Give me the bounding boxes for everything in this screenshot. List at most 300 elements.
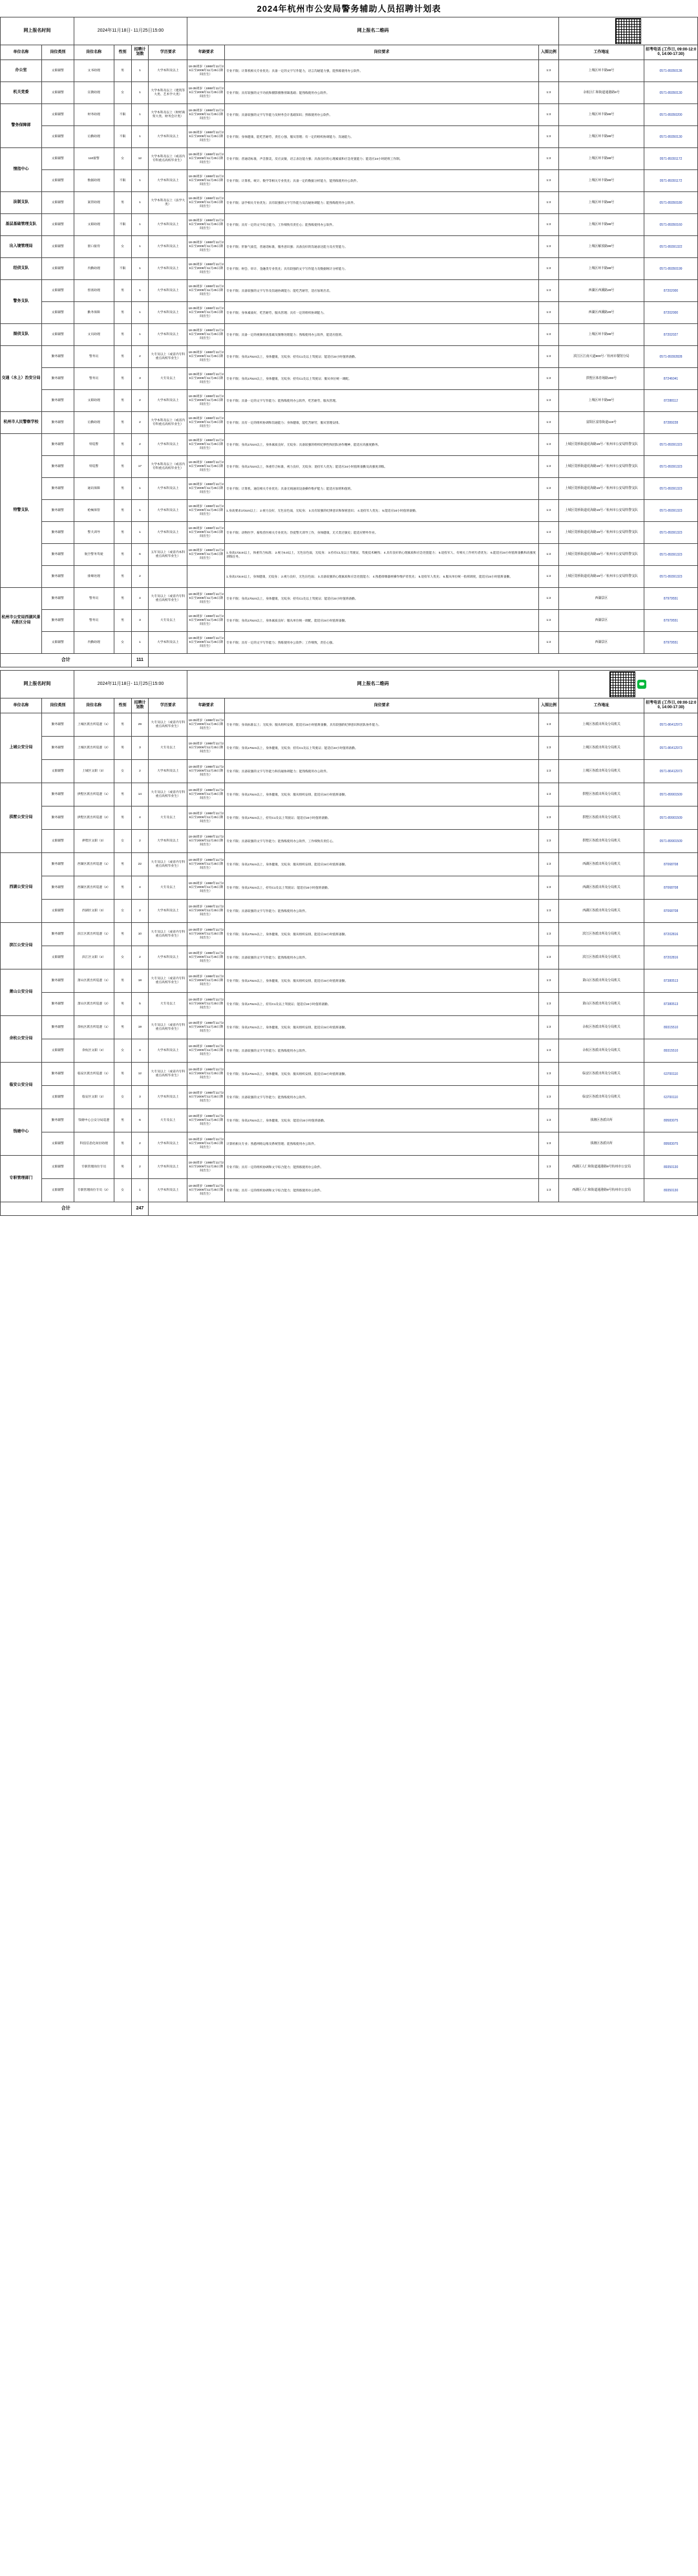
table-row [1, 1086, 698, 1109]
cell-category: 勤务辅警 [42, 1063, 74, 1086]
cell-gender: 男 [114, 853, 131, 876]
cell-plan: 1 [131, 1179, 149, 1202]
cell-post-req: 专业不限；具备较强的文字写作能力；能熟练使用办公软件。 [225, 900, 539, 923]
cell-category: 文职辅警 [42, 126, 74, 148]
cell-age: 18-35周岁（1988年11月26日至2006年11月25日期间出生） [187, 258, 225, 280]
cell-workplace: 西湖景区 [558, 610, 644, 632]
cell-tel: 0571-89350136 [644, 60, 698, 82]
cell-post-req: 专业不限；计算机相关专业优先；具备一定的文字写作能力，语言沟通能力强，能熟练使用办公软件。 [225, 60, 539, 82]
table-row [1, 632, 698, 654]
wechat-icon[interactable] [637, 680, 646, 689]
cell-post-req: 专业不限；身高170cm以上，身体健康，无纹身；持有C1及以上驾驶证；能适应24小时值班备勤。 [225, 588, 539, 610]
cell-plan: 5 [131, 993, 149, 1016]
cell-tel: 0571-89350180 [644, 192, 698, 214]
header-age: 年龄要求 [187, 698, 225, 713]
header-plan: 招聘计划数 [131, 698, 149, 713]
cell-post: 后勤助理 [74, 412, 114, 434]
cell-tel: 0571-89350130 [644, 126, 698, 148]
cell-category: 勤务辅警 [42, 588, 74, 610]
cell-age: 18-35周岁（1988年11月26日至2006年11月25日期间出生） [187, 806, 225, 830]
cell-education: 五年及以上（或省内本科重点高校毕业生） [149, 544, 187, 566]
cell-post: 滨江区派出所巡逻（1） [74, 923, 114, 946]
cell-post: 上城区派出所巡逻（1） [74, 713, 114, 737]
table-row [1, 566, 698, 588]
table-row [1, 806, 698, 830]
cell-age: 18-35周岁（1988年11月26日至2006年11月25日期间出生） [187, 1109, 225, 1132]
cell-category: 文职辅警 [42, 1086, 74, 1109]
cell-education: 大专及以上 [149, 610, 187, 632]
cell-post-req: 专业不限；具有一定的组织协调和文字综合能力；能熟练使用办公软件。 [225, 1156, 539, 1179]
qr-code-icon[interactable] [560, 18, 697, 44]
cell-age: 18-35周岁（1988年11月26日至2006年11月25日期间出生） [187, 324, 225, 346]
cell-gender: 男 [114, 478, 131, 500]
cell-tel: 0571-89350160 [644, 214, 698, 236]
cell-plan: 3 [131, 610, 149, 632]
cell-ratio: 1:3 [538, 82, 558, 104]
cell-post: 财务助理 [74, 104, 114, 126]
cell-unit: 警务支队 [1, 280, 42, 324]
cell-age: 18-35周岁（1988年11月26日至2006年11月25日期间出生） [187, 760, 225, 783]
cell-category: 勤务辅警 [42, 1016, 74, 1039]
cell-category: 勤务辅警 [42, 434, 74, 456]
table-row [1, 126, 698, 148]
header-unit: 单位名称 [1, 698, 42, 713]
cell-tel: 87979551 [644, 588, 698, 610]
cell-age: 18-35周岁（1988年11月26日至2006年11月25日期间出生） [187, 969, 225, 993]
qr-cell-2[interactable] [558, 671, 697, 698]
cell-category: 文职辅警 [42, 324, 74, 346]
cell-tel: 87202027 [644, 324, 698, 346]
cell-ratio: 1:3 [538, 478, 558, 500]
cell-gender: 男 [114, 1132, 131, 1156]
cell-tel: 87288112 [644, 390, 698, 412]
cell-education: 大学本科及以上 [149, 500, 187, 522]
cell-education: 大专及以上（或省内专科重点高校毕业生） [149, 1063, 187, 1086]
cell-education: 大学本科及以上（或省内专科重点高校毕业生） [149, 456, 187, 478]
table-row [1, 993, 698, 1016]
cell-tel: 87979551 [644, 632, 698, 654]
cell-plan: 1 [131, 632, 149, 654]
cell-ratio: 1:3 [538, 302, 558, 324]
cell-post-req: 专业不限；计算机、通信相关专业优先；具备无线通讯设备操作维护能力；能适应加班和值班。 [225, 478, 539, 500]
cell-workplace: 上城区笕桥街道花海路15号／杭州市公安局特警支队 [558, 478, 644, 500]
cell-ratio: 1:3 [538, 969, 558, 993]
cell-tel: 89350130 [644, 1156, 698, 1179]
cell-ratio: 1:3 [538, 412, 558, 434]
cell-workplace: 上城区各派出所及分局机关 [558, 713, 644, 737]
cell-age: 18-35周岁（1988年11月26日至2006年11月25日期间出生） [187, 148, 225, 170]
cell-category: 勤务辅警 [42, 368, 74, 390]
cell-gender: 男 [114, 412, 131, 434]
cell-post-req: 专业不限；身体健康，能吃苦耐劳，责任心强，服从管理；有一定的组织协调能力、沟通能力。 [225, 126, 539, 148]
cell-ratio: 1:3 [538, 500, 558, 522]
table-row [1, 170, 698, 192]
cell-ratio: 1:3 [538, 993, 558, 1016]
table-row [1, 969, 698, 993]
cell-ratio: 1:3 [538, 324, 558, 346]
table-row [1, 214, 698, 236]
cell-ratio: 1:3 [538, 148, 558, 170]
table-row [1, 544, 698, 566]
cell-tel: 0571-89901509 [644, 830, 698, 853]
cell-gender: 女 [114, 946, 131, 969]
cell-tel: 89315510 [644, 1016, 698, 1039]
cell-plan: 4 [131, 806, 149, 830]
cell-post-req: 专业不限；具备较强的文字写作能力；能熟练使用办公软件。 [225, 946, 539, 969]
total-value-1: 111 [131, 654, 149, 667]
cell-gender: 男 [114, 1016, 131, 1039]
cell-education: 大学本科及以上（建筑等大类、艺术学大类） [149, 82, 187, 104]
cell-post-req: 专业不限；具备一定的视频侦查基础及图像处理能力；熟练使用办公软件，能适应值班。 [225, 324, 539, 346]
cell-age: 18-35周岁（1988年11月26日至2006年11月25日期间出生） [187, 1063, 225, 1086]
cell-workplace: 拱墅区各派出所及分局机关 [558, 806, 644, 830]
cell-workplace: 上城区环丰路88号 [558, 60, 644, 82]
cell-workplace: 余杭区仁和街道通港路9号 [558, 82, 644, 104]
cell-gender: 女 [114, 900, 131, 923]
cell-age: 18-35周岁（1988年11月26日至2006年11月25日期间出生） [187, 610, 225, 632]
table-row [1, 737, 698, 760]
cell-workplace: 余杭区各派出所及分局机关 [558, 1039, 644, 1063]
cell-post-req: 专业不限；具有较强的文字功底和摄影摄像剪辑基础；能熟练使用办公软件。 [225, 82, 539, 104]
apply-time-value-2: 2024年11月18日- 11月25日15:00 [74, 671, 187, 698]
cell-post: 案管助理 [74, 192, 114, 214]
cell-gender: 男 [114, 783, 131, 806]
cell-education: 大专及以上 [149, 1109, 187, 1132]
cell-category: 勤务辅警 [42, 806, 74, 830]
cell-tel: 0571-89391323 [644, 522, 698, 544]
cell-tel: 0571-86412973 [644, 760, 698, 783]
table-row [1, 500, 698, 522]
header-education: 学历要求 [149, 698, 187, 713]
table-row [1, 390, 698, 412]
table-row [1, 830, 698, 853]
cell-workplace: 上城区环丰路88号 [558, 258, 644, 280]
qr-cell[interactable] [558, 17, 697, 45]
cell-post-req: 专业不限；具有一定的文字写作能力；熟练使用办公软件；工作细致，责任心强。 [225, 632, 539, 654]
cell-post-req: 专业不限；具备较强的文字写作能力；能熟练使用办公软件。 [225, 1086, 539, 1109]
table-row [1, 192, 698, 214]
cell-post-req: 专业不限；身高170cm以上，身体健康，无纹身；能适应24小时值班备勤。 [225, 1109, 539, 1132]
cell-education: 大学本科及以上 [149, 390, 187, 412]
cell-gender: 男 [114, 302, 131, 324]
table-row [1, 713, 698, 737]
cell-tel: 0571-86412973 [644, 713, 698, 737]
cell-gender: 男 [114, 876, 131, 900]
cell-education: 大学本科及以上 [149, 946, 187, 969]
cell-age: 18-35周岁（1988年11月26日至2006年11月25日期间出生） [187, 993, 225, 1016]
cell-plan: 2 [131, 566, 149, 588]
cell-workplace: 钱塘区各派出所 [558, 1109, 644, 1132]
cell-tel: 63700110 [644, 1086, 698, 1109]
cell-workplace: 上城区解放路99号 [558, 236, 644, 258]
cell-workplace: 拱墅区各派出所及分局机关 [558, 783, 644, 806]
cell-gender: 女 [114, 760, 131, 783]
cell-gender: 女 [114, 82, 131, 104]
cell-age: 18-35周岁（1988年11月26日至2006年11月25日期间出生） [187, 522, 225, 544]
cell-post: 上城区文职（3） [74, 760, 114, 783]
cell-unit: 临安公安分局 [1, 1063, 42, 1109]
table-row [1, 346, 698, 368]
cell-plan: 12 [131, 1063, 149, 1086]
cell-post-req: 专业不限；身高170cm以上，身体健康，无纹身；服从组织安排，能适应24小时值班备勤。 [225, 1063, 539, 1086]
cell-post: 专职管理岗位专员（2） [74, 1179, 114, 1202]
cell-ratio: 1:3 [538, 806, 558, 830]
table-row [1, 946, 698, 969]
apply-time-label-2: 网上报名时间 [1, 671, 74, 698]
cell-gender: 男 [114, 192, 131, 214]
header-consult: 招考电话 (工作日, 09:00-12:00, 14:00-17:30) [644, 698, 698, 713]
table-row [1, 456, 698, 478]
cell-post: 110接警 [74, 148, 114, 170]
cell-category: 文职辅警 [42, 236, 74, 258]
cell-ratio: 1:3 [538, 876, 558, 900]
cell-ratio: 1:3 [538, 280, 558, 302]
cell-category: 勤务辅警 [42, 346, 74, 368]
cell-unit: 图侦支队 [1, 324, 42, 346]
cell-tel: 0571-89391172 [644, 170, 698, 192]
total-value-2: 247 [131, 1202, 149, 1216]
cell-unit: 上城公安分局 [1, 713, 42, 783]
cell-category: 勤务辅警 [42, 923, 74, 946]
cell-post-req: 专业不限；身体素质好，吃苦耐劳，服从管理；具有一定的组织协调能力。 [225, 302, 539, 324]
cell-post-req: 专业不限；财会、审计、金融类专业优先；具有较强的文字写作能力及数据统计分析能力。 [225, 258, 539, 280]
cell-age: 18-35周岁（1988年11月26日至2006年11月25日期间出生） [187, 632, 225, 654]
recruitment-plan-page [0, 0, 698, 1216]
cell-post-req: 计算机相关专业；熟悉网络运维及系统管理；能熟练使用办公软件。 [225, 1132, 539, 1156]
qr-label-2: 网上报名二维码 [187, 671, 559, 698]
cell-education: 大专及以上 [149, 993, 187, 1016]
table-row [1, 324, 698, 346]
cell-gender: 不限 [114, 214, 131, 236]
cell-post: 排爆处理 [74, 566, 114, 588]
cell-workplace: 拱墅区体育场路200号 [558, 368, 644, 390]
cell-gender: 男 [114, 346, 131, 368]
header-unit: 单位名称 [1, 45, 42, 60]
cell-tel: 0571-89901509 [644, 806, 698, 830]
cell-ratio: 1:3 [538, 258, 558, 280]
header-consult: 招考电话 (工作日, 09:00-12:00, 14:00-17:30) [644, 45, 698, 60]
cell-category: 文职辅警 [42, 946, 74, 969]
cell-ratio: 1:3 [538, 1156, 558, 1179]
table-row [1, 1132, 698, 1156]
cell-category: 文职辅警 [42, 170, 74, 192]
cell-gender: 男 [114, 368, 131, 390]
cell-ratio: 1:3 [538, 346, 558, 368]
cell-ratio: 1:3 [538, 456, 558, 478]
cell-tel: 87202816 [644, 923, 698, 946]
table-row [1, 1156, 698, 1179]
cell-post: 警务员 [74, 346, 114, 368]
total-label-2: 合计 [1, 1202, 132, 1216]
cell-ratio: 1:3 [538, 632, 558, 654]
cell-education: 大学本科及以上 [149, 1039, 187, 1063]
cell-post-req: 专业不限；身高170cm以上，身体健康，无纹身；服从组织安排，能适应24小时值班备勤。 [225, 969, 539, 993]
cell-post: 通讯保障 [74, 478, 114, 500]
cell-unit: 钱塘中心 [1, 1109, 42, 1156]
cell-category: 勤务辅警 [42, 1109, 74, 1132]
cell-tel: 87068708 [644, 853, 698, 876]
cell-ratio: 1:3 [538, 1132, 558, 1156]
cell-post: 宣教助理 [74, 82, 114, 104]
cell-age: 18-35周岁（1988年11月26日至2006年11月25日期间出生） [187, 236, 225, 258]
cell-age: 18-35周岁（1988年11月26日至2006年11月25日期间出生） [187, 434, 225, 456]
cell-post: 警犬训导 [74, 522, 114, 544]
cell-education: 大专及以上 [149, 737, 187, 760]
cell-workplace: 上城区环丰路88号 [558, 170, 644, 192]
cell-plan: 1 [131, 280, 149, 302]
cell-post: 滨江区文职（2） [74, 946, 114, 969]
cell-plan: 1 [131, 126, 149, 148]
cell-workplace: 上城区笕桥街道花海路15号／杭州市公安局特警支队 [558, 566, 644, 588]
cell-plan: 3 [131, 368, 149, 390]
cell-category: 文职辅警 [42, 1179, 74, 1202]
cell-gender: 女 [114, 1086, 131, 1109]
cell-education: 大专及以上（或省内专科重点高校毕业生） [149, 713, 187, 737]
cell-unit: 拱墅公安分局 [1, 783, 42, 853]
cell-post: 警务员 [74, 610, 114, 632]
cell-tel: 0571-89391322 [644, 236, 698, 258]
table-row [1, 853, 698, 876]
table-body-section-2 [1, 713, 698, 1202]
cell-age: 18-35周岁（1988年11月26日至2006年11月25日期间出生） [187, 214, 225, 236]
cell-category: 文职辅警 [42, 830, 74, 853]
cell-ratio: 1:3 [538, 214, 558, 236]
cell-age: 18-35周岁（1988年11月26日至2006年11月25日期间出生） [187, 544, 225, 566]
cell-post-req: 专业不限；身高170cm以上，身体健康，无纹身；服从组织安排，能适应24小时值班备勤。 [225, 853, 539, 876]
cell-plan: 2 [131, 900, 149, 923]
cell-post-req: 专业不限；身高170cm以上，身体健康，无纹身；服从组织安排，能适应24小时值班备勤。 [225, 783, 539, 806]
cell-post: 窗口接待 [74, 236, 114, 258]
table-row [1, 280, 698, 302]
table-row [1, 783, 698, 806]
cell-category: 勤务辅警 [42, 969, 74, 993]
cell-tel: 0571-89350199 [644, 258, 698, 280]
qr-code-icon[interactable] [609, 671, 635, 697]
cell-unit: 杭州市公安局西湖风景名胜区分局 [1, 588, 42, 654]
cell-post: 督查助理 [74, 280, 114, 302]
cell-post: 警务员 [74, 368, 114, 390]
cell-category: 勤务辅警 [42, 522, 74, 544]
table-row [1, 1109, 698, 1132]
cell-category: 勤务辅警 [42, 566, 74, 588]
cell-workplace: 西湖区西溪路28号 [558, 280, 644, 302]
cell-post-req: 专业不限；身高170cm以上，身体素质良好；服从单位统一调配，能适应24小时值班备勤。 [225, 610, 539, 632]
cell-workplace: 上城区笕桥街道花海路15号／杭州市公安局特警支队 [558, 456, 644, 478]
cell-post-req: 专业不限；身高170cm以上，身体健康，无纹身；持有C1及以上驾驶证；能适应24小时值班备勤。 [225, 737, 539, 760]
cell-gender: 男 [114, 60, 131, 82]
table-row [1, 900, 698, 923]
cell-education: 大学本科及以上 [149, 478, 187, 500]
cell-post: 勤务保障 [74, 302, 114, 324]
table-row [1, 923, 698, 946]
cell-education: 大专及以上（或省内专科重点高校毕业生） [149, 923, 187, 946]
table-row [1, 1179, 698, 1202]
cell-category: 文职辅警 [42, 1156, 74, 1179]
header-post: 岗位名称 [74, 698, 114, 713]
cell-gender: 不限 [114, 104, 131, 126]
cell-post: 特巡警 [74, 456, 114, 478]
table-row [1, 60, 698, 82]
cell-tel: 0571-89391323 [644, 478, 698, 500]
cell-post-req: 专业不限；计算机、统计、数学等相关专业优先；具备一定的数据分析能力，能熟练使用办公软件。 [225, 170, 539, 192]
cell-education: 大学本科及以上 [149, 830, 187, 853]
cell-workplace: 上城区环丰路88号 [558, 104, 644, 126]
cell-tel: 87380513 [644, 969, 698, 993]
cell-post-req: 专业不限；具有一定的组织协调和文字综合能力；能熟练使用办公软件。 [225, 1179, 539, 1202]
cell-age: 18-35周岁（1988年11月26日至2006年11月25日期间出生） [187, 1132, 225, 1156]
cell-ratio: 1:3 [538, 104, 558, 126]
cell-post: 临安区文职（2） [74, 1086, 114, 1109]
cell-age: 18-35周岁（1988年11月26日至2006年11月25日期间出生） [187, 82, 225, 104]
cell-age: 18-35周岁（1988年11月26日至2006年11月25日期间出生） [187, 1179, 225, 1202]
cell-unit: 基层基础管理支队 [1, 214, 42, 236]
cell-ratio: 1:3 [538, 760, 558, 783]
table-row [1, 478, 698, 500]
cell-unit: 机关党委 [1, 82, 42, 104]
table-header-row-2 [1, 698, 698, 713]
cell-ratio: 1:3 [538, 192, 558, 214]
cell-post: 西湖区派出所巡逻（2） [74, 876, 114, 900]
cell-education: 大专及以上（或省内专科重点高校毕业生） [149, 588, 187, 610]
cell-plan: 4 [131, 588, 149, 610]
cell-gender: 男 [114, 610, 131, 632]
cell-workplace: 滨江区江南大道800号／杭州市餐馆分局 [558, 346, 644, 368]
cell-education: 大学本科及以上 [149, 258, 187, 280]
cell-plan: 3 [131, 1086, 149, 1109]
cell-plan: 19 [131, 1016, 149, 1039]
cell-category: 勤务辅警 [42, 610, 74, 632]
cell-workplace: 西湖区人仁和街道通港路9号杭州市公安局 [558, 1156, 644, 1179]
cell-age: 18-35周岁（1988年11月26日至2006年11月25日期间出生） [187, 853, 225, 876]
cell-ratio: 1:3 [538, 1039, 558, 1063]
cell-education: 大专及以上（或省内专科重点高校毕业生） [149, 783, 187, 806]
cell-unit: 专职管理部门 [1, 1156, 42, 1202]
cell-gender: 男 [114, 737, 131, 760]
cell-age: 18-35周岁（1988年11月26日至2006年11月25日期间出生） [187, 737, 225, 760]
cell-post: 萧山区派出所巡逻（1） [74, 969, 114, 993]
table-row [1, 302, 698, 324]
cell-age: 18-35周岁（1988年11月26日至2006年11月25日期间出生） [187, 923, 225, 946]
cell-workplace: 余杭区各派出所及分局机关 [558, 1016, 644, 1039]
cell-workplace: 西湖区西溪路28号 [558, 302, 644, 324]
cell-age: 18-35周岁（1988年11月26日至2006年11月25日期间出生） [187, 368, 225, 390]
cell-category: 勤务辅警 [42, 544, 74, 566]
cell-unit: 杭州市人民警察学校 [1, 412, 42, 434]
cell-gender: 男 [114, 522, 131, 544]
table-row [1, 522, 698, 544]
cell-category: 文职辅警 [42, 214, 74, 236]
cell-workplace: 西湖区人仁和街道通港路9号杭州市公安局 [558, 1179, 644, 1202]
table-row [1, 236, 698, 258]
cell-plan: 2 [131, 830, 149, 853]
cell-education: 大学本科及以上 [149, 1156, 187, 1179]
cell-category: 文职辅警 [42, 148, 74, 170]
header-written: 入围比例 [538, 698, 558, 713]
cell-education [149, 566, 187, 588]
cell-post: 余杭区派出所巡逻（1） [74, 1016, 114, 1039]
cell-workplace: 上城区环丰路88号 [558, 214, 644, 236]
table-row [1, 1016, 698, 1039]
apply-info-bar [1, 17, 698, 45]
cell-age: 18-35周岁（1988年11月26日至2006年11月25日期间出生） [187, 830, 225, 853]
cell-plan: 2 [131, 1156, 149, 1179]
cell-ratio: 1:3 [538, 923, 558, 946]
cell-post: 拱墅区文职（3） [74, 830, 114, 853]
cell-workplace: 上城区笕桥街道花海路15号／杭州市公安局特警支队 [558, 522, 644, 544]
cell-category: 文职辅警 [42, 302, 74, 324]
cell-gender: 男 [114, 969, 131, 993]
cell-age: 18-35周岁（1988年11月26日至2006年11月25日期间出生） [187, 946, 225, 969]
